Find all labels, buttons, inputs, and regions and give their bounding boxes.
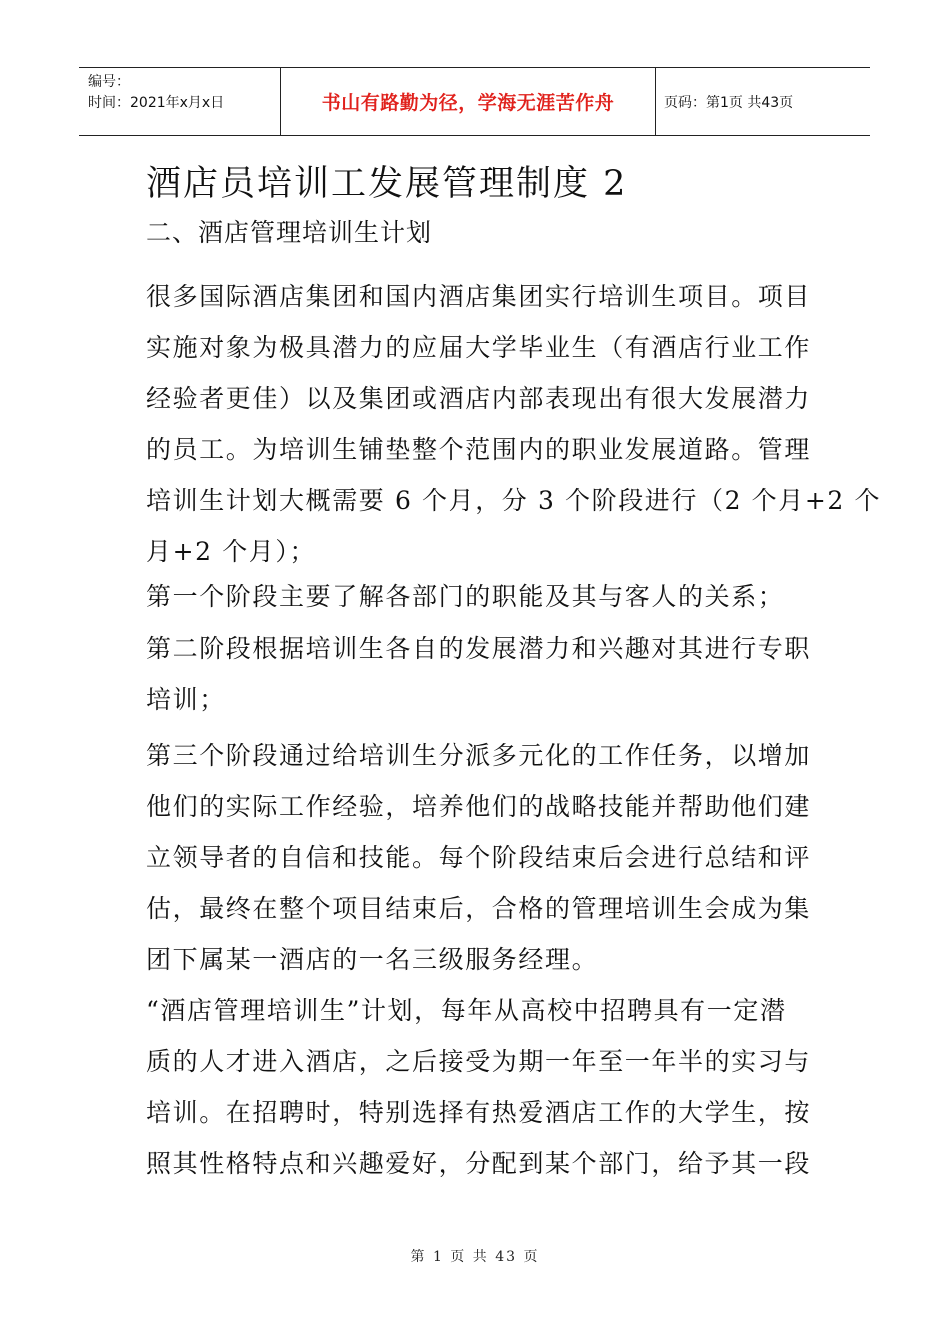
paragraph-4 (146, 730, 812, 985)
header-page-info: 页码：第1页 共43页 (664, 94, 794, 111)
date-label: 时间：2021年x月x日 (88, 95, 225, 111)
text-line: 团下属某一酒店的一名三级服务经理。 (146, 945, 599, 974)
text-line: 很多国际酒店集团和国内酒店集团实行培训生项目。项目 (146, 282, 812, 311)
footer-page-number: 第 1 页 共 43 页 (410, 1249, 540, 1265)
text-line: 培训。在招聘时，特别选择有热爱酒店工作的大学生，按 (146, 1098, 812, 1127)
paragraph-2 (146, 571, 802, 622)
text-line: 照其性格特点和兴趣爱好，分配到某个部门，给予其一段 (146, 1149, 812, 1178)
section-heading: 二、酒店管理培训生计划 (146, 218, 433, 247)
text-line: 培训生计划大概需要 6 个月，分 3 个阶段进行（2 个月+2 个 (146, 486, 882, 515)
text-line: 质的人才进入酒店，之后接受为期一年至一年半的实习与 (146, 1047, 812, 1076)
document-title: 酒店员培训工发展管理制度 2 (146, 164, 628, 204)
paragraph-3 (146, 623, 812, 725)
text-line: 第二阶段根据培训生各自的发展潜力和兴趣对其进行专职 (146, 634, 812, 663)
text-line: 经验者更佳）以及集团或酒店内部表现出有很大发展潜力 (146, 384, 812, 413)
text-line: “酒店管理培训生”计划，每年从高校中招聘具有一定潜 (146, 996, 787, 1025)
header-motto: 书山有路勤为径，学海无涯苦作舟 (281, 68, 656, 135)
paragraph-1 (146, 271, 882, 577)
text-line: 月+2 个月）； (146, 537, 317, 566)
text-line: 立领导者的自信和技能。每个阶段结束后会进行总结和评 (146, 843, 812, 872)
header-meta (79, 68, 281, 135)
text-line: 的员工。为培训生铺垫整个范围内的职业发展道路。管理 (146, 435, 812, 464)
paragraph-5 (146, 985, 812, 1189)
text-line: 第三个阶段通过给培训生分派多元化的工作任务，以增加 (146, 741, 812, 770)
text-line: 培训； (146, 685, 226, 714)
text-line: 实施对象为极具潜力的应届大学毕业生（有酒店行业工作 (146, 333, 812, 362)
text-line: 第一个阶段主要了解各部门的职能及其与客人的关系； (146, 582, 785, 611)
text-line: 估，最终在整个项目结束后，合格的管理培训生会成为集 (146, 894, 812, 923)
document-header (79, 67, 870, 136)
number-label: 编号： (88, 74, 130, 90)
text-line: 他们的实际工作经验，培养他们的战略技能并帮助他们建 (146, 792, 812, 821)
